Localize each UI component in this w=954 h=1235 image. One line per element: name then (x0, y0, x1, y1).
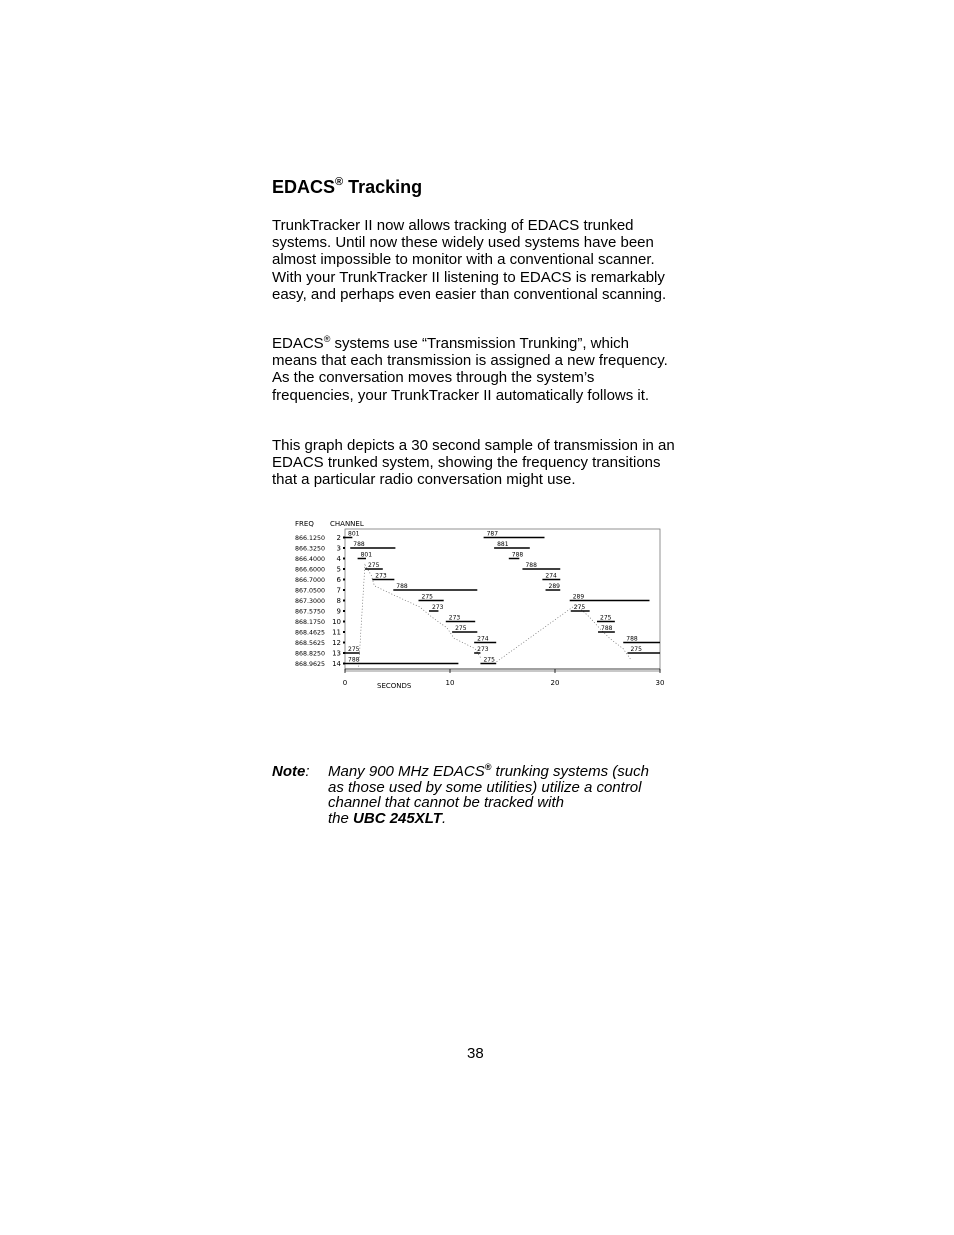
talkgroup-label: 275 (600, 614, 612, 622)
x-tick-label: 10 (445, 679, 455, 687)
note-label (272, 764, 310, 780)
channel-tick (343, 537, 345, 539)
channel-tick (343, 642, 345, 644)
talkgroup-label: 274 (545, 572, 557, 580)
channel-label: 13 (332, 649, 341, 658)
note-line-1 (328, 764, 673, 780)
channel-tick (343, 568, 345, 570)
graph-description-paragraph: This graph depicts a 30 second sample of transmission in an EDACS trunked system, showing the frequency transitions that a particular radio conversation might use. (272, 437, 675, 489)
channel-label: 3 (336, 544, 341, 553)
talkgroup-label: 788 (348, 656, 360, 664)
talkgroup-label: 273 (448, 614, 461, 622)
freq-label: 867.0500 (295, 587, 326, 595)
channel-label: 11 (332, 628, 341, 637)
talkgroup-label: 275 (630, 646, 642, 653)
page-number: 38 (467, 1045, 484, 1062)
channel-tick (343, 663, 345, 665)
note-line-4 (328, 811, 673, 827)
product-name: UBC 245XLT (353, 809, 442, 827)
intro-paragraph: TrunkTracker II now allows tracking of EDACS trunked systems. Until now these widely used systems have been almost impossible to monitor with a conventional scanner. With your TrunkTracker II listening to EDACS is remarkably easy, and perhaps even easier than conventional scanning. (272, 217, 667, 303)
talkgroup-label: 275 (573, 604, 586, 611)
freq-column-header: FREQ (295, 520, 314, 528)
talkgroup-label: 801 (348, 530, 360, 538)
freq-label: 868.8250 (295, 650, 326, 658)
p2-rest: systems use “Transmission Trunking”, which means that each transmission is assigned a new frequency. As the conversation moves through the system’s frequencies, your TrunkTracker II automatically follows it. (272, 335, 668, 404)
registered-mark: ® (335, 176, 344, 188)
talkgroup-label: 273 (477, 646, 489, 653)
p2-lead: EDACS (272, 335, 324, 352)
note-label-word: Note (272, 763, 306, 780)
talkgroup-label: 788 (353, 541, 365, 548)
talkgroup-label: 274 (477, 635, 489, 643)
channel-label: 5 (336, 565, 341, 574)
freq-label: 867.5750 (295, 608, 326, 616)
channel-label: 9 (336, 607, 341, 616)
freq-label: 868.5625 (295, 640, 326, 647)
freq-label: 868.4625 (295, 629, 326, 637)
channel-label: 2 (336, 534, 341, 542)
talkgroup-label: 275 (483, 656, 495, 664)
note-label-colon: : (305, 763, 310, 780)
channel-tick (343, 621, 345, 623)
channel-tick (343, 652, 345, 654)
x-tick-label: 0 (342, 679, 348, 687)
note-line-1-rest: trunking systems (such (491, 763, 649, 780)
note-line-4-tail: . (441, 809, 447, 827)
x-tick-label: 30 (655, 679, 665, 687)
note-line-4-lead: the (328, 809, 354, 827)
talkgroup-label: 289 (548, 583, 561, 590)
freq-label: 866.3250 (295, 545, 326, 553)
note-line-3: channel that cannot be tracked with (328, 794, 564, 812)
freq-label: 868.9625 (295, 661, 326, 668)
note-text (328, 764, 673, 826)
talkgroup-label: 275 (348, 646, 360, 653)
freq-label: 866.6000 (295, 566, 326, 574)
channel-label: 6 (336, 576, 341, 584)
freq-label: 868.1750 (295, 619, 326, 626)
talkgroup-label: 788 (525, 562, 537, 569)
section-heading (272, 176, 422, 198)
channel-label: 4 (336, 555, 341, 563)
talkgroup-label: 788 (601, 625, 613, 632)
channel-tick (343, 610, 345, 612)
x-axis-label: SECONDS (377, 682, 412, 690)
transmission-trunking-paragraph (272, 335, 677, 404)
talkgroup-label: 275 (367, 562, 380, 569)
channel-label: 8 (336, 597, 341, 605)
channel-label: 10 (332, 618, 341, 626)
freq-label: 867.3000 (295, 598, 326, 605)
talkgroup-label: 881 (497, 541, 509, 548)
talkgroup-label: 787 (486, 530, 499, 538)
channel-tick (343, 547, 345, 549)
channel-tick (343, 600, 345, 602)
talkgroup-label: 801 (360, 551, 373, 559)
talkgroup-label: 273 (375, 572, 387, 580)
note-lead: Many 900 MHz EDACS (328, 763, 485, 780)
heading-edacs: EDACS (272, 177, 336, 197)
talkgroup-label: 788 (626, 635, 638, 643)
freq-label: 866.4000 (295, 556, 326, 563)
frequency-transition-chart (290, 515, 670, 695)
talkgroup-label: 275 (455, 625, 467, 632)
talkgroup-label: 273 (432, 604, 444, 611)
x-tick-label: 20 (550, 679, 560, 687)
channel-label: 14 (332, 660, 341, 668)
registered-mark: ® (323, 334, 331, 344)
channel-tick (343, 589, 345, 591)
freq-label: 866.1250 (295, 535, 326, 542)
heading-tracking: Tracking (343, 177, 423, 197)
channel-label: 12 (332, 639, 341, 647)
channel-label: 7 (336, 586, 341, 595)
channel-tick (343, 631, 345, 633)
registered-mark: ® (484, 762, 492, 772)
freq-label: 866.7000 (295, 577, 326, 584)
talkgroup-label: 788 (396, 583, 408, 590)
channel-tick (343, 558, 345, 560)
talkgroup-label: 275 (421, 593, 433, 601)
channel-column-header: CHANNEL (330, 520, 364, 528)
note-line-2: as those used by some utilities) utilize a control (328, 778, 642, 796)
channel-tick (343, 579, 345, 581)
talkgroup-label: 289 (572, 593, 585, 601)
talkgroup-label: 788 (511, 551, 524, 559)
